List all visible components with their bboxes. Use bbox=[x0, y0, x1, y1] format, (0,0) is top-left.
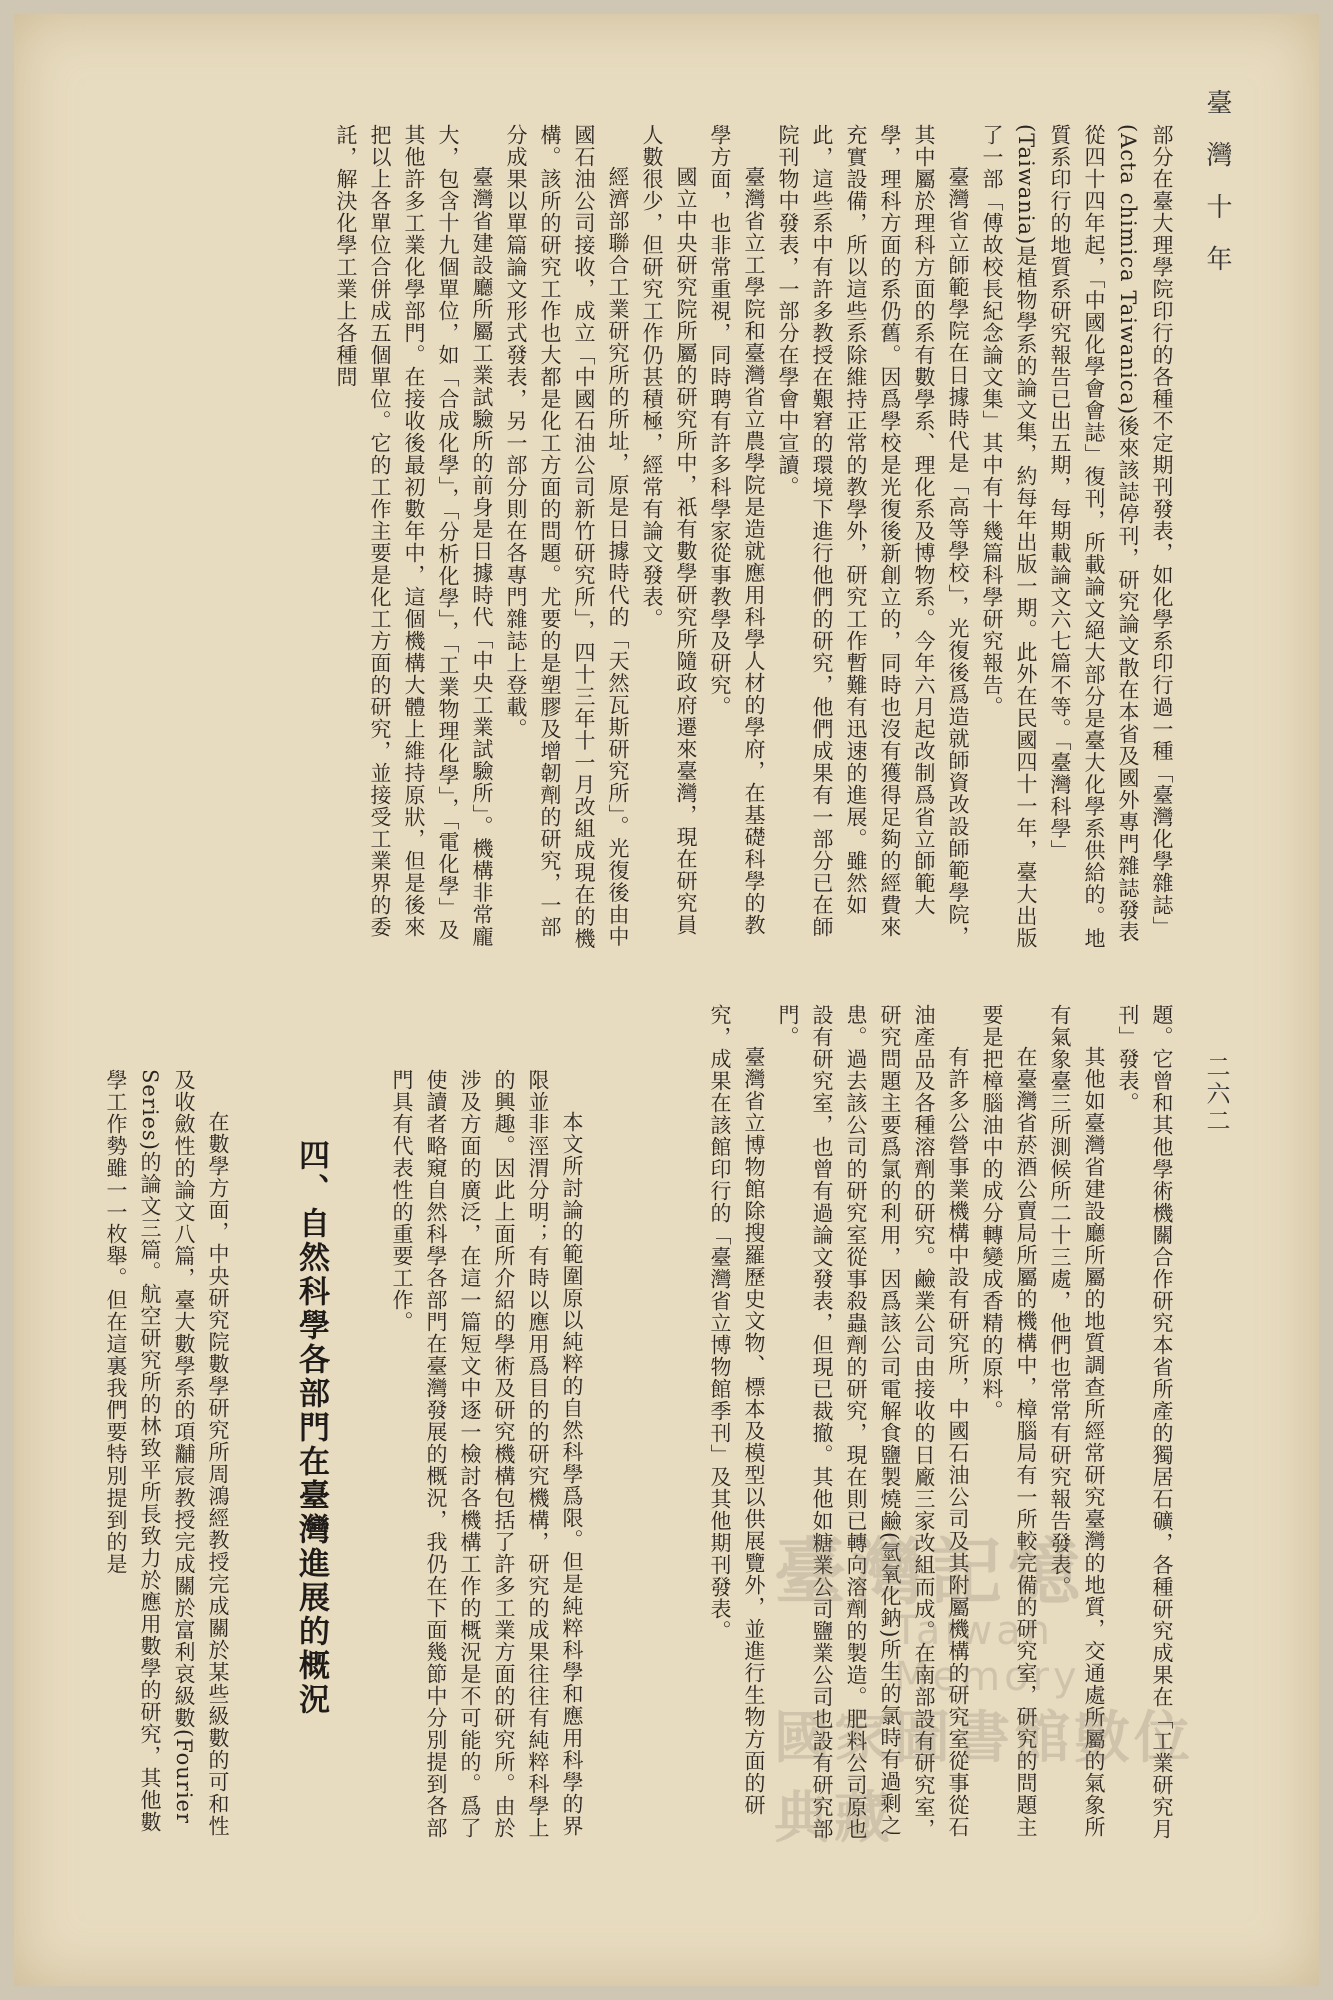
paragraph: 國立中央研究院所屬的研究所中，祇有數學研究所隨政府遷來臺灣，現在研究員人數很少，但研究工作仍甚積極，經常有論文發表。 bbox=[640, 124, 698, 936]
paragraph: 臺灣省立博物館除搜羅歷史文物、標本及模型以供展覽外，並進行生物方面的研究，成果在該館印行的「臺灣省立博物館季刊」及其他期刊發表。 bbox=[708, 1004, 766, 1816]
paragraph: 經濟部聯合工業研究所的所址，原是日據時代的「天然瓦斯研究所」。光復後由中國石油公司接收，成立「中國石油公司新竹研究所」，四十三年十一月改組成現在的機構。該所的研究工作也大都是化工方面的問題。尤要的是塑膠及增韌劑的研究，一部分成果以單篇論文形式發表，另一部分則在各專門雜誌上登載。 bbox=[504, 124, 630, 950]
watermark-english: Taiwan Memory bbox=[894, 1608, 1081, 1700]
paragraph: 題。它曾和其他學術機關合作研究本省所產的獨居石礦，各種研究成果在「工業研究月刊」發表。 bbox=[1116, 1004, 1174, 1840]
scanned-page bbox=[14, 14, 1319, 1986]
paragraph: 本文所討論的範圍原以純粹的自然科學爲限。但是純粹科學和應用科學的界限並非涇渭分明；有時以應用爲目的的研究機構，研究的成果往往有純粹科學上的興趣。因此上面所介紹的學術及研究機構包括了許多工業方面的研究所。由於涉及方面的廣泛，在這一篇短文中逐一檢討各機構工作的概況是不可能的。爲了使讀者略窺自然科學各部門在臺灣發展的概況，我仍在下面幾節中分別提到各部門具有代表性的重要工作。 bbox=[390, 1069, 584, 1839]
watermark-institution: 國家圖書館數位典藏 bbox=[774, 1706, 1194, 1851]
paragraph: 臺灣省立工學院和臺灣省立農學院是造就應用科學人材的學府，在基礎科學的教學方面，也非常重視，同時聘有許多科學家從事教學及研究。 bbox=[708, 124, 766, 936]
upper-text-block bbox=[109, 124, 1179, 954]
paragraph: 在臺灣省菸酒公賣局所屬的機構中，樟腦局有一所較完備的研究室，研究的問題主要是把樟腦油中的成分轉變成香精的原料。 bbox=[980, 1004, 1038, 1838]
page-number: 二六二 bbox=[1202, 1054, 1230, 1135]
section-heading: 四、自然科學各部門在臺灣進展的概況 bbox=[293, 1139, 329, 1717]
lower-left-text-block bbox=[104, 1069, 589, 1844]
paragraph: 其他如臺灣省建設廳所屬的地質調查所經常研究臺灣的地質，交通處所屬的氣象所有氣象臺三所測候所二十三處，他們也常常有研究報告發表。 bbox=[1048, 1004, 1106, 1838]
paragraph: 部分在臺大理學院印行的各種不定期刊發表，如化學系印行過一種「臺灣化學雜誌」(Acta chimica Taiwanica)後來該誌停刊，研究論文散在本省及國外專門雜誌發表從四十四年起，「中國化學會會誌」復刊，所載論文絕大部分是臺大化學系供給的。地質系印行的地質系研究報告已出五期，每期載論文六七篇不等。「臺灣科學」(Taiwania)是植物學系的論文集，約每年出版一期。此外在民國四十一年，臺大出版了一部「傅故校長紀念論文集」其中有十幾篇科學研究報告。 bbox=[980, 124, 1174, 950]
running-header-title: 臺灣十年 bbox=[1202, 89, 1232, 297]
paragraph: 在數學方面，中央研究院數學研究所周鴻經教授完成關於某些級數的可和性及收斂性的論文八篇，臺大數學系的項黼宸教授完成關於富利哀級數(Fourier Series)的論文三篇。航空研究所的林致平所長致力於應用數學的研究，其他數學工作勢雖一一枚舉。但在這裏我們要特別提到的是 bbox=[104, 1069, 230, 1837]
watermark-title: 臺灣記憶 bbox=[774, 1530, 1087, 1614]
paragraph: 有許多公營事業機構中設有研究所，中國石油公司及其附屬機構的研究室從事從石油產品及各種溶劑的研究。鹼業公司由接收的日廠三家改組而成。在南部設有研究室，研究問題主要爲氯的利用，因爲該公司電解食鹽製燒鹼(氫氧化鈉)所生的氯時有過剩之患。過去該公司的研究室從事殺蟲劑的研究，現在則已轉向溶劑的製造。肥料公司原也設有研究室，也曾有過論文發表，但現已裁撤。其他如糖業公司鹽業公司也設有研究部門。 bbox=[776, 1004, 970, 1840]
paragraph: 臺灣省建設廳所屬工業試驗所的前身是日據時代「中央工業試驗所」。機構非常龐大，包含十九個單位，如「合成化學」，「分析化學」，「工業物理化學」，「電化學」及其他許多工業化學部門。在接收後最初數年中，這個機構大體上維持原狀，但是後來把以上各單位合併成五個單位。它的工作主要是化工方面的研究，並接受工業界的委託，解決化學工業上各種問 bbox=[334, 124, 494, 948]
paragraph: 臺灣省立師範學院在日據時代是「高等學校」，光復後爲造就師資改設師範學院，其中屬於理科方面的系有數學系、理化系及博物系。今年六月起改制爲省立師範大學，理科方面的系仍舊。因爲學校是光復後新創立的，同時也沒有獲得足夠的經費來充實設備，所以這些系除維持正常的教學外，研究工作暫難有迅速的進展。雖然如此，這些系中有許多教授在艱窘的環境下進行他們的研究，他們成果有一部分已在師院刊物中發表，一部分在學會中宣讀。 bbox=[776, 124, 970, 948]
lower-right-text-block bbox=[614, 1004, 1179, 1844]
